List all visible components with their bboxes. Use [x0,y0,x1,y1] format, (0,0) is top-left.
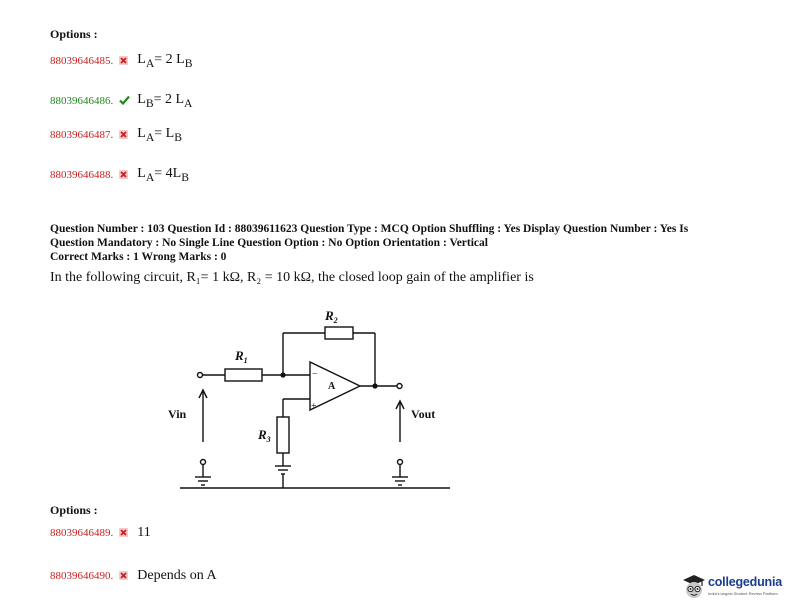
ground-icon [195,477,211,485]
mascot-icon [682,574,706,600]
logo-tagline: India's largest Student Review Platform [708,591,778,596]
option-id: 88039646486. [50,95,114,107]
label-plus: + [311,401,317,412]
option-text: $L_A= 2$ $L_B$ [137,52,193,70]
collegedunia-logo [682,572,788,604]
option-row[interactable] [50,164,189,186]
circuit-diagram [165,300,465,495]
label-minus: − [312,369,318,380]
checkmark-icon [119,92,130,110]
cross-icon [119,567,128,585]
label-amp: A [328,381,336,392]
label-r3: $R_3$ [258,427,271,444]
option-row[interactable] [50,90,192,112]
marks-line: Correct Marks : 1 Wrong Marks : 0 [50,251,227,263]
output-terminal [397,384,402,389]
resistor-r2 [325,327,353,339]
junction-dot [280,372,285,377]
question-meta-line: Question Mandatory : No Single Line Question Option : No Option Orientation : Vertical [50,237,488,249]
cross-icon [119,524,128,542]
option-row[interactable] [50,124,182,146]
option-id: 88039646490. [50,570,114,582]
cross-icon [119,52,128,70]
ground-icon [392,477,408,485]
resistor-r3 [277,417,289,453]
label-r2: $R_2$ [325,308,338,325]
question-meta-line: Question Number : 103 Question Id : 88039611623 Question Type : MCQ Option Shuffling : Yes Display Question Number : Yes Is [50,223,689,235]
options-heading: Options : [50,27,98,41]
option-id: 88039646485. [50,55,114,67]
question-text: In the following circuit, R₁= 1 kΩ, R₂ = 10 kΩ, the closed loop gain of the amplifier is [50,270,534,285]
ground-icon [275,466,291,488]
option-row[interactable] [50,565,217,587]
junction-dot [372,383,377,388]
option-text: $L_B= 2$ $L_A$ [137,92,193,110]
label-vin: Vin [168,407,187,421]
option-row[interactable] [50,50,192,72]
resistor-r1 [225,369,262,381]
cross-icon [119,126,128,144]
options-heading: Options : [50,503,98,517]
option-text: $L_A= 4L_B$ [137,166,189,184]
option-text: Depends on A [137,568,217,583]
option-text: $L_A= L_B$ [137,126,182,144]
logo-brand: collegedunia [708,575,783,589]
option-id: 88039646489. [50,527,114,539]
option-row[interactable] [50,522,151,544]
input-terminal [198,373,203,378]
label-r1: $R_1$ [235,348,248,365]
question-meta [50,222,740,264]
label-vout: Vout [411,407,436,421]
option-id: 88039646488. [50,169,114,181]
option-text: 11 [137,525,151,540]
cross-icon [119,166,128,184]
option-id: 88039646487. [50,129,114,141]
